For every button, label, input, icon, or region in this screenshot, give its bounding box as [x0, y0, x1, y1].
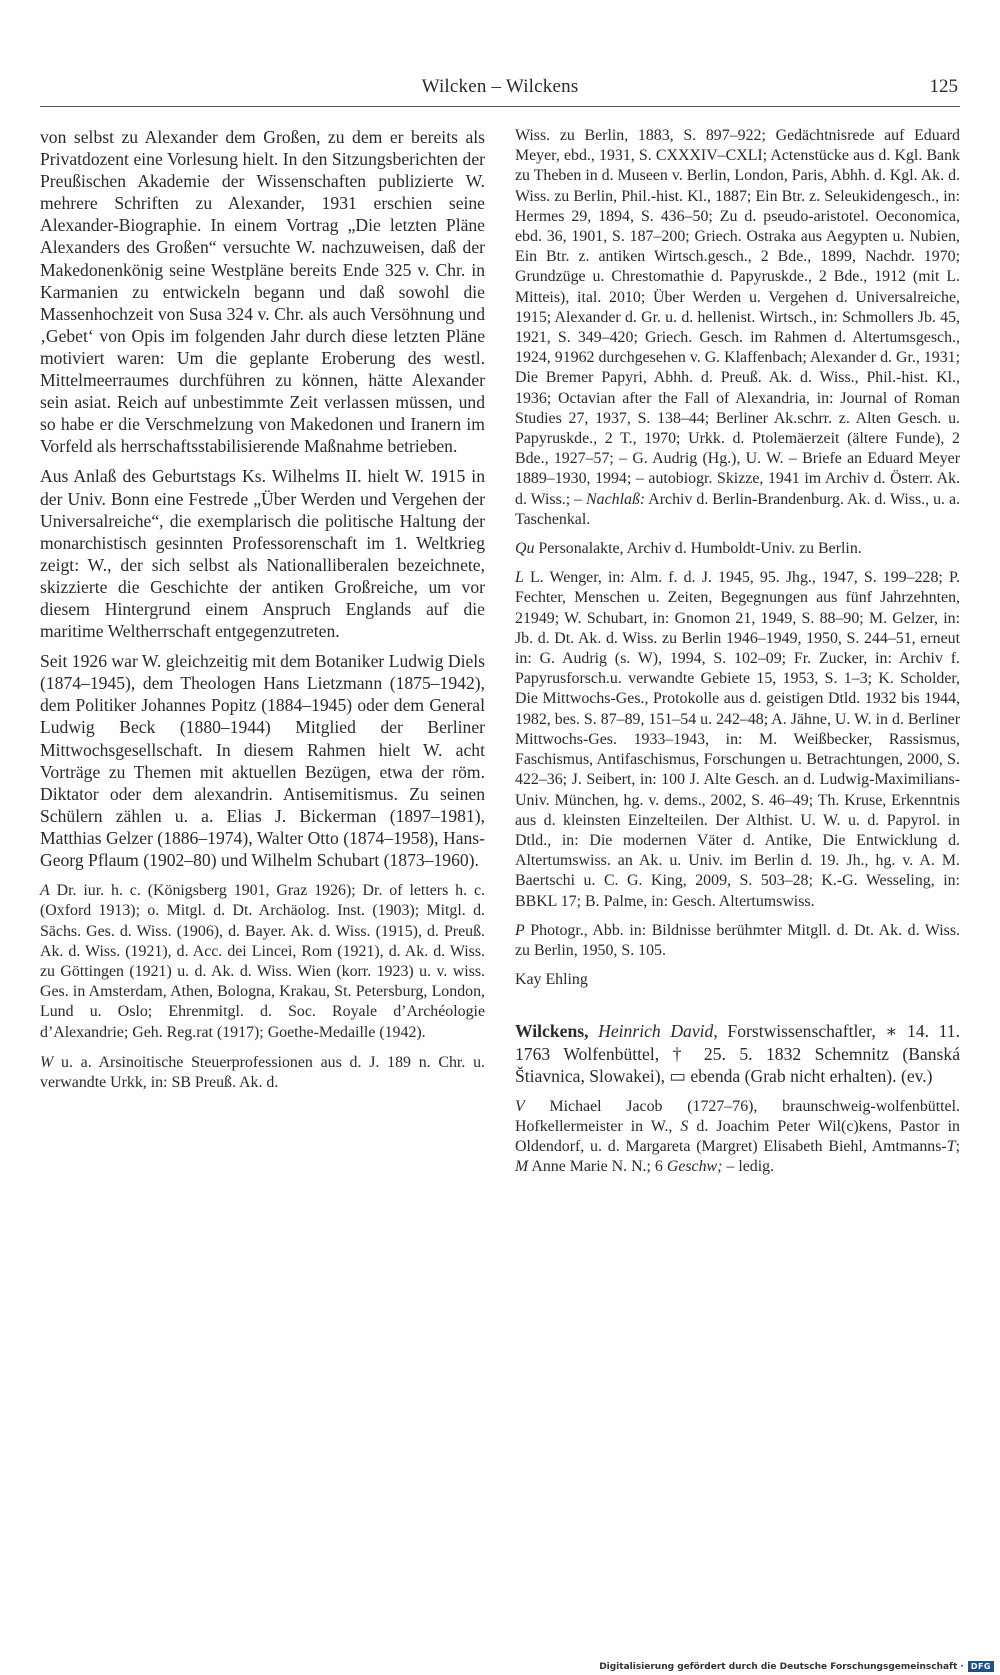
sources-text: Personalakte, Archiv d. Humboldt-Univ. zu Berlin. [534, 540, 862, 558]
paragraph-alexander: von selbst zu Alexander dem Großen, zu dem er bereits als Privatdozent eine Vorlesung hielt. In den Sitzungsberichten der Preußischen Akademie der Wissenschaften publizierte W. mehrere Schriften zu Alexander, 1931 erschien seine Alexander-Biographie. In einem Vortrag „Die letzten Pläne Alexanders des Großen“ versuchte W. nachzuweisen, daß der Makedonenkönig seine Westpläne bereits Ende 325 v. Chr. in Karmanien zu entwickeln begann und daß sowohl die Massenhochzeit von Susa 324 v. Chr. als auch Versöhnung und ‚Gebet‘ von Opis im folgenden Jahr durch diese letzten Pläne motiviert waren: Um die geplante Eroberung des westl. Mittelmeerraumes durchführen zu können, hätte Alexander sein asiat. Reich auf unbestimmte Zeit verlassen müssen, und so habe er die Verschmelzung von Makedonen und Iranern im Vorfeld als herrschaftsstabilisierende Maßnahme betrieben. [40, 127, 485, 457]
marital-status: – ledig. [722, 1158, 775, 1176]
nachlass-text: Archiv d. Berlin-Brandenburg. Ak. d. Wiss., u. a. Taschenkal. [515, 490, 960, 528]
credit-text: Digitalisierung gefördert durch die Deutsche Forschungsgemeinschaft · [599, 1661, 964, 1672]
paragraph-mittwochsgesellschaft: Seit 1926 war W. gleichzeitig mit dem Botaniker Ludwig Diels (1874–1945), dem Theologen Hans Lietzmann (1875–1942), dem Politiker Johannes Popitz (1884–1945) oder dem General Ludwig Beck (1880–1944) Mitglied der Berliner Mittwochsgesellschaft. In diesem Rahmen hielt W. acht Vorträge zu Themen mit aktuellen Bezügen, etwa der röm. Diktator oder dem alexandrin. Antisemitismus. Zu seinen Schülern zählen u. a. Elias J. Bickerman (1897–1981), Matthias Gelzer (1886–1974), Walter Otto (1874–1958), Hans-Georg Pflaum (1902–80) und Wilhelm Schubart (1873–1960). [40, 651, 485, 870]
family-section [515, 1097, 960, 1178]
entry-wilckens [515, 1020, 960, 1087]
works-section [40, 1053, 485, 1093]
mother-text: Anne Marie N. N.; 6 [528, 1158, 663, 1176]
dfg-logo: DFG [968, 1661, 994, 1672]
left-column [40, 126, 485, 1102]
works-continued-text: Wiss. zu Berlin, 1883, S. 897–922; Gedächtnisrede auf Eduard Meyer, ebd., 1931, S. CXXXIV–CXLI; Actenstücke aus d. Kgl. Bank zu Theben in d. Museen v. Berlin, London, Paris, Abhh. d. Kgl. Ak. d. Wiss. zu Berlin, Phil.-hist. Kl., 1887; Ein Btr. z. Seleukidengesch., in: Hermes 29, 1894, S. 436–50; Zu d. pseudo-aristotel. Oeconomica, ebd. 36, 1901, S. 187–200; Griech. Ostraka aus Aegypten u. Nubien, Ein Btr. z. antiken Wirtsch.gesch., 2 Bde., 1899, Nachdr. 1970; Grundzüge u. Chrestomathie d. Papyruskde., 2 Bde., 1912 (mit L. Mitteis), ital. 2010; Über Werden u. Vergehen d. Universalreiche, 1915; Alexander d. Gr. u. d. hellenist. Wirtsch., in: Schmollers Jb. 45, 1921, S. 349–420; Griech. Gesch. im Rahmen d. Altertumsgesch., 1924, 91962 durchgesehen v. G. Klaffenbach; Alexander d. Gr., 1931; Die Bremer Papyri, Abhh. d. Preuß. Ak. d. Wiss., Phil.-hist. Kl., 1936; Octavian after the Fall of Alexandria, in: Journal of Roman Studies 27, 1937, S. 138–44; Berliner Ak.schrr. z. Alten Gesch. u. Papyruskde., 2 T., 1970; Urkk. d. Ptolemäerzeit (ältere Funde), 2 Bde., 1927–57; – G. Audrig (Hg.), U. W. – Briefe an Eduard Meyer 1889–1930, 1994; – autobiogr. Skizze, 1941 im Archiv d. Österr. Ak. d. Wiss.; – [515, 127, 960, 508]
portraits-label: P [515, 921, 525, 939]
siblings-label: Geschw; [666, 1158, 723, 1176]
sources-section [515, 539, 960, 559]
awards-label: A [40, 882, 50, 900]
portraits-text: Photogr., Abb. in: Bildnisse berühmter Mitgll. d. Dt. Ak. d. Wiss. zu Berlin, 1950, S. 105. [515, 921, 960, 959]
awards-text: Dr. iur. h. c. (Königsberg 1901, Graz 1926); Dr. of letters h. c. (Oxford 1913); o. Mitgl. d. Dt. Archäolog. Inst. (1903); Mitgl. d. Sächs. Ges. d. Wiss. (1906), d. Bayer. Ak. d. Wiss. (1915), d. Preuß. Ak. d. Wiss. (1921), d. Acc. dei Lincei, Rom (1921), d. Ak. d. Wiss. zu Göttingen (1921) u. d. Ak. d. Wiss. Wien (korr. 1923) u. v. wiss. Ges. in Amsterdam, Athen, Bologna, Krakau, St. Petersburg, London, Lund u. Oslo; Ehrenmitgl. d. Soc. Royale d’Archéologie d’Alexandrie; Geh. Reg.rat (1917); Goethe-Medaille (1942). [40, 882, 485, 1041]
father-text: Michael Jacob (1727–76), braunschweig-wolfenbüttel. Hofkellermeister in W., [515, 1097, 960, 1135]
digitization-credit [599, 1661, 994, 1672]
entry-given-names: Heinrich David, [588, 1021, 718, 1042]
works-continued [515, 126, 960, 530]
page-number: 125 [929, 76, 958, 97]
literature-label: L [515, 569, 524, 587]
entry-text: Forstwissenschaftler, ∗ 14. 11. 1763 Wolfenbüttel, † 25. 5. 1832 Schemnitz (Banská Štiavnica, Slowakei), ▭ ebenda (Grab nicht erhalten). (ev.) [515, 1021, 960, 1087]
right-column [515, 126, 960, 1186]
son-text: d. Joachim Peter Wil(c)kens, Pastor in Oldendorf, u. d. Margareta (Margret) Elisabeth Biehl, Amtmanns- [515, 1117, 960, 1155]
running-header [40, 72, 960, 107]
works-text: u. a. Arsinoitische Steuerprofessionen aus d. J. 189 n. Chr. u. verwandte Urkk, in: SB Preuß. Ak. d. [40, 1053, 485, 1091]
awards-section [40, 881, 485, 1043]
article-author: Kay Ehling [515, 971, 588, 989]
mother-label: M [515, 1158, 529, 1176]
father-label: V [515, 1097, 525, 1115]
nachlass-label: Nachlaß: [586, 490, 646, 508]
portraits-section [515, 921, 960, 961]
paragraph-festrede: Aus Anlaß des Geburtstags Ks. Wilhelms II. hielt W. 1915 in der Univ. Bonn eine Festrede „Über Werden und Vergehen der Universalreiche“, die exemplarisch die politische Haltung der monarchistisch gesinnten Professorenschaft im 1. Weltkrieg zeigt: W., der sich selbst als Nationalliberalen bezeichnete, skizzierte die Geschichte der antiken Großreiche, um vor diesem Hintergrund einem Anspruch Englands auf die maritime Weltherrschaft entgegenzutreten. [40, 466, 485, 642]
daughter-label: T [946, 1137, 956, 1155]
literature-text: L. Wenger, in: Alm. f. d. J. 1945, 95. Jhg., 1947, S. 199–228; P. Fechter, Menschen u. Zeiten, Begegnungen aus fünf Jahrzehnten, 21949; W. Schubart, in: Gnomon 21, 1949, S. 88–90; M. Gelzer, in: Jb. d. Dt. Ak. d. Wiss. zu Berlin 1946–1949, 1950, S. 244–51, erneut in: G. Audrig (s. W), 1994, S. 102–09; Fr. Zucker, in: Archiv f. Papyrusforsch.u. verwandte Gebiete 15, 1953, S. 1–3; K. Scholder, Die Mittwochs-Ges., Protokolle aus d. geistigen Dtld. 1932 bis 1944, 1982, bes. S. 87–89, 151–54 u. 242–48; A. Jähne, U. W. in d. Berliner Mittwochs-Ges. 1933–1943, in: M. Weißbecker, Rassismus, Faschismus, Antifaschismus, Forschungen u. Betrachtungen, 2000, S. 422–36; J. Seibert, in: 100 J. Alte Gesch. an d. Ludwig-Maximilians-Univ. München, hg. v. dems., 2002, S. 46–49; Th. Kruse, Erkenntnis aus d. kleinsten Einzelteilen. Der Althist. U. W. u. d. Papyrol. in Dtld., in: Die modernen Väter d. Antike, Die Entwicklung d. Altertumswiss. an Ak. u. Univ. im Berlin d. 19. Jh., hg. v. A. M. Baertschi u. C. G. King, 2009, S. 503–28; K.-G. Wesseling, in: BBKL 17; B. Palme, in: Gesch. Altertumswiss. [515, 569, 960, 910]
running-title: Wilcken – Wilckens [421, 76, 579, 97]
sources-label: Qu [515, 540, 535, 558]
separator: ; [955, 1137, 960, 1155]
son-label: S [680, 1117, 689, 1135]
entry-name: Wilckens, [515, 1021, 589, 1042]
works-label: W [40, 1053, 54, 1071]
literature-section [515, 568, 960, 911]
